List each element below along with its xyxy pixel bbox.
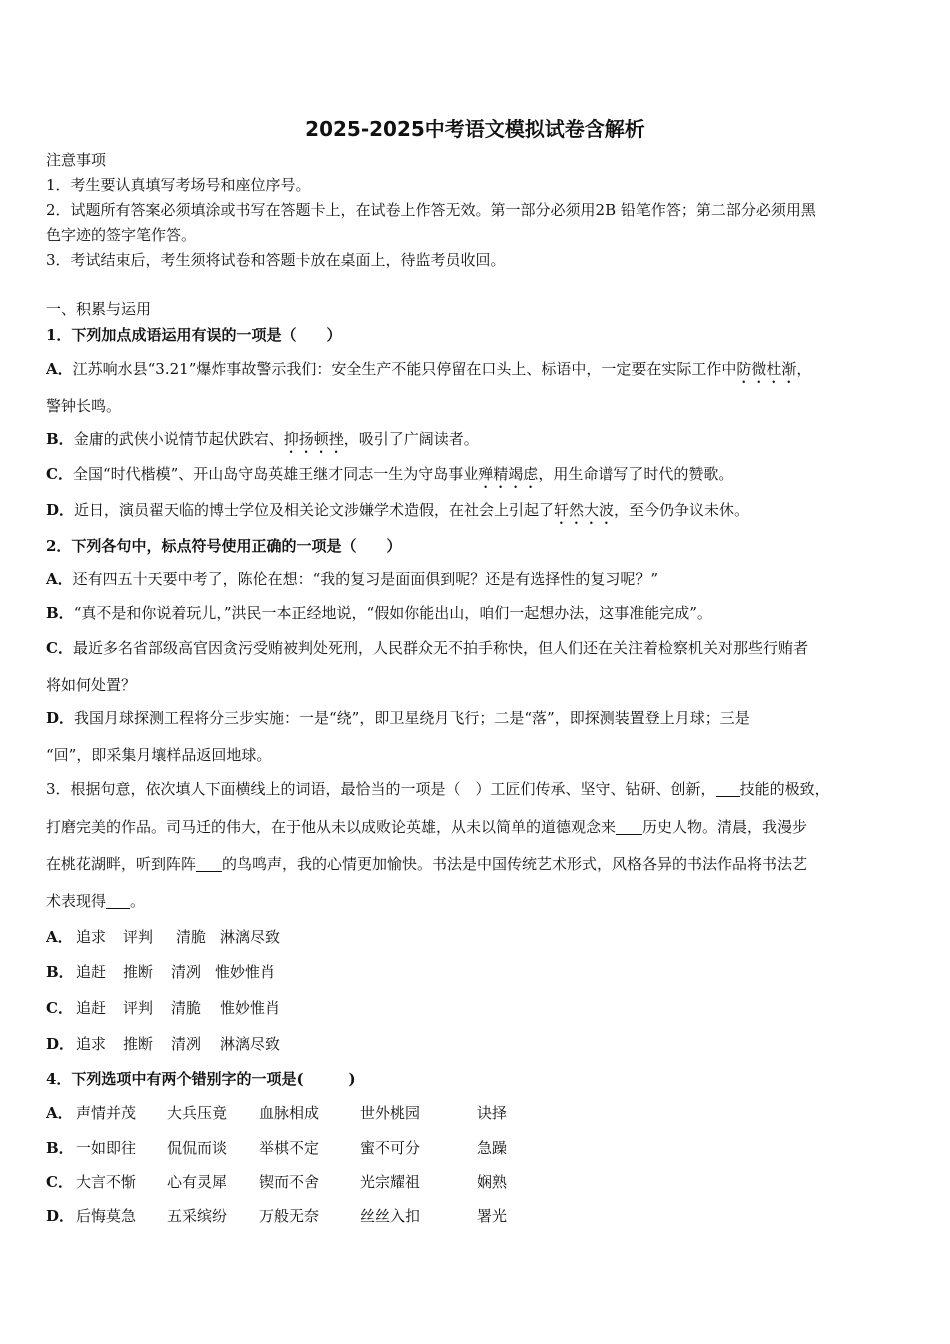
fill-blank <box>616 818 642 835</box>
q4-option-a-word: 大兵压竟 <box>167 1104 228 1122</box>
q3-option-b-word: 推断 <box>123 963 154 981</box>
option-text: 江苏响水县“3.21”爆炸事故警示我们：安全生产不能只停留在口头上、标语中，一定要在实际工作中 <box>72 360 737 378</box>
q3-option-a-word: 追求 <box>76 928 107 946</box>
fill-blank <box>196 855 222 872</box>
option-text: 全国“时代楷模”、开山岛守岛英雄王继才同志一生为守岛事业 <box>72 465 479 483</box>
q2-stem: 2．下列各句中，标点符号使用正确的一项是（ ） <box>46 537 402 555</box>
q4-option-d-label: D． <box>46 1207 75 1225</box>
q3-option-a-label: A． <box>46 928 73 946</box>
option-label: D． <box>46 501 75 519</box>
q3-option-c-word: 清脆 <box>171 999 202 1017</box>
q3-option-d-word: 追求 <box>76 1035 107 1053</box>
q4-option-b-word: 举棋不定 <box>259 1139 320 1157</box>
section-heading: 一、积累与运用 <box>46 300 152 318</box>
q4-option-b-word: 侃侃而谈 <box>167 1139 228 1157</box>
option-text: ，至今仍争议未休。 <box>614 501 750 519</box>
option-text: ，吸引了广阔读者。 <box>343 430 479 448</box>
q3-option-d-word: 淋漓尽致 <box>220 1035 281 1053</box>
q3-option-c-word: 惟妙惟肖 <box>220 999 281 1017</box>
q3-line-3: 在桃花湖畔，听到阵阵 的鸟鸣声，我的心情更加愉快。书法是中国传统艺术形式，风格各异的书法作品将书法艺 <box>46 855 808 873</box>
q4-option-a-word: 血脉相成 <box>259 1104 320 1122</box>
q2-option-d-cont: “回”，即采集月壤样品返回地球。 <box>46 746 272 764</box>
q3-option-b-word: 惟妙惟肖 <box>215 963 276 981</box>
q3-option-a-word: 清脆 <box>176 928 207 946</box>
q4-option-d-word: 署光 <box>477 1207 508 1225</box>
option-text: 金庸的武侠小说情节起伏跌宕、 <box>73 430 284 448</box>
q2-option-d: D．我国月球探测工程将分三步实施：一是“绕”，即卫星绕月飞行；二是“落”，即探测装置登上月球；三是 <box>46 709 750 727</box>
notice-heading: 注意事项 <box>46 151 107 169</box>
q3-line-2: 打磨完美的作品。司马迁的伟大，在于他从未以成败论英雄，从未以简单的道德观念来 历史人物。清晨，我漫步 <box>46 818 808 836</box>
q4-option-b-word: 急躁 <box>477 1139 508 1157</box>
dotted-idiom: 防微杜渐 <box>736 360 797 378</box>
q4-option-c-word: 光宗耀祖 <box>360 1173 421 1191</box>
q2-option-c-cont: 将如何处置？ <box>46 676 137 694</box>
dotted-idiom: 轩然大波 <box>554 501 615 519</box>
q2-option-c: C．最近多名省部级高官因贪污受贿被判处死刑，人民群众无不拍手称快，但人们还在关注着检察机关对那些行贿者 <box>46 639 808 657</box>
q1-option-a-cont: 警钟长鸣。 <box>46 397 122 415</box>
fill-blank <box>106 892 130 909</box>
q2-option-a: A．还有四五十天要中考了，陈伦在想：“我的复习是面面俱到呢？还是有选择性的复习呢？” <box>46 570 658 588</box>
q3-option-d-label: D． <box>46 1035 75 1053</box>
q3-option-a-word: 评判 <box>123 928 154 946</box>
page-title: 2025-2025中考语文模拟试卷含解析 <box>305 117 645 141</box>
q3-option-b-word: 清冽 <box>171 963 202 981</box>
q4-option-a-word: 诀择 <box>477 1104 508 1122</box>
q3-stem: 3．根据句意，依次填人下面横线上的词语，最恰当的一项是（ ）工匠们传承、坚守、钻研、创新， 技能的极致， <box>46 780 830 798</box>
q3-option-a-word: 淋漓尽致 <box>220 928 281 946</box>
option-label: B． <box>46 430 74 448</box>
notice-item-2-cont: 色字迹的签字笔作答。 <box>46 226 197 244</box>
q4-option-b-word: 一如即往 <box>76 1139 137 1157</box>
option-text: ，用生命谱写了时代的赞歌。 <box>538 465 734 483</box>
q2-option-b: B．“真不是和你说着玩儿，”洪民一本正经地说，“假如你能出山，咱们一起想办法，这事准能完成”。 <box>46 604 712 622</box>
option-text: ， <box>796 360 812 378</box>
q4-option-a-word: 世外桃园 <box>360 1104 421 1122</box>
q3-option-d-word: 清冽 <box>171 1035 202 1053</box>
dotted-idiom: 抑扬顿挫 <box>283 430 344 448</box>
notice-item-2: 2．试题所有答案必须填涂或书写在答题卡上，在试卷上作答无效。第一部分必须用2B 铅笔作答；第二部分必须用黑 <box>46 201 816 219</box>
q4-option-a-word: 声情并茂 <box>76 1104 137 1122</box>
option-label: C． <box>46 465 73 483</box>
q3-option-d-word: 推断 <box>123 1035 154 1053</box>
q4-option-c-word: 锲而不舍 <box>259 1173 320 1191</box>
notice-item-3: 3．考试结束后，考生须将试卷和答题卡放在桌面上，待监考员收回。 <box>46 251 506 269</box>
q4-stem: 4．下列选项中有两个错别字的一项是( ) <box>46 1070 356 1088</box>
q4-option-d-word: 五采缤纷 <box>167 1207 228 1225</box>
q4-option-b-label: B． <box>46 1139 74 1157</box>
q3-option-b-word: 追赶 <box>76 963 107 981</box>
q3-line-4: 术表现得 。 <box>46 892 146 910</box>
dotted-idiom: 殚精竭虑 <box>478 465 539 483</box>
q4-option-c-label: C． <box>46 1173 73 1191</box>
q4-option-d-word: 丝丝入扣 <box>360 1207 421 1225</box>
q1-option-c <box>46 464 733 492</box>
q4-option-c-word: 娴熟 <box>477 1173 508 1191</box>
q4-option-c-word: 大言不惭 <box>76 1173 137 1191</box>
q1-option-d <box>46 500 749 528</box>
q4-option-d-word: 万般无奈 <box>259 1207 320 1225</box>
option-text: 近日，演员翟天临的博士学位及相关论文涉嫌学术造假，在社会上引起了 <box>74 501 555 519</box>
q4-option-d-word: 后悔莫急 <box>76 1207 137 1225</box>
q3-option-c-label: C． <box>46 999 73 1017</box>
q3-option-c-word: 评判 <box>123 999 154 1017</box>
q4-option-a-label: A． <box>46 1104 73 1122</box>
q1-stem: 1．下列加点成语运用有误的一项是（ ） <box>46 326 342 344</box>
q3-option-b-label: B． <box>46 963 74 981</box>
option-label: A． <box>46 360 73 378</box>
q4-option-c-word: 心有灵犀 <box>167 1173 228 1191</box>
q1-option-a <box>46 359 811 387</box>
q4-option-b-word: 蜜不可分 <box>360 1139 421 1157</box>
q3-option-c-word: 追赶 <box>76 999 107 1017</box>
notice-item-1: 1．考生要认真填写考场号和座位序号。 <box>46 176 311 194</box>
q1-option-b <box>46 429 479 457</box>
fill-blank <box>716 780 740 797</box>
